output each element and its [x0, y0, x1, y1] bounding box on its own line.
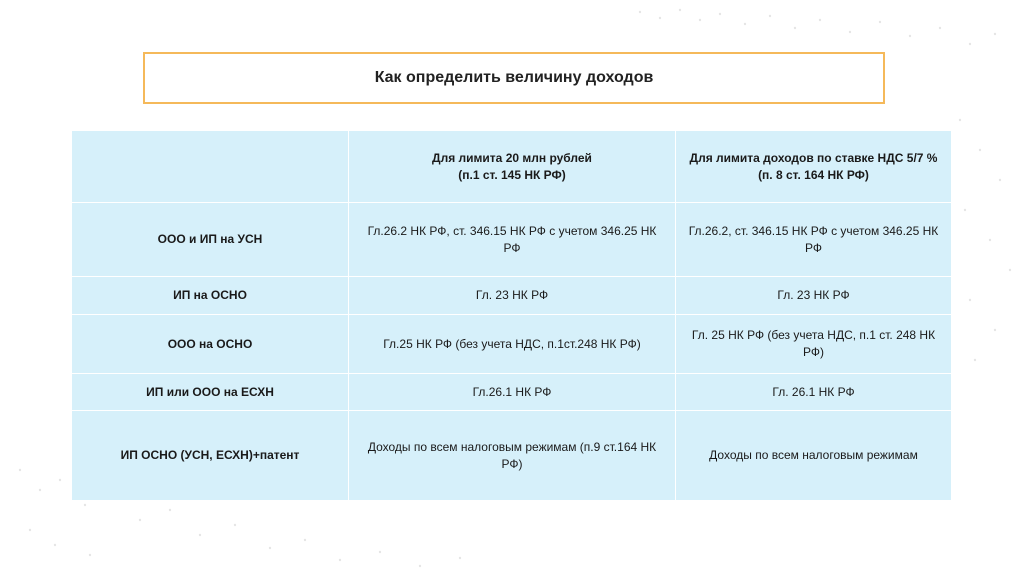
row-label: ООО на ОСНО: [72, 315, 349, 374]
row-cell-limit-vat: Гл. 26.1 НК РФ: [676, 374, 952, 411]
row-cell-limit-vat: Гл. 23 НК РФ: [676, 277, 952, 315]
header-col2-line1: Для лимита доходов по ставке НДС 5/7 %: [689, 150, 938, 165]
table-header-row: [72, 131, 952, 203]
row-cell-limit-vat: Доходы по всем налоговым режимам: [676, 411, 952, 501]
page-title: Как определить величину доходов: [374, 69, 654, 86]
row-label: ИП ОСНО (УСН, ЕСХН)+патент: [72, 411, 349, 501]
row-label: ИП на ОСНО: [72, 277, 349, 315]
header-empty-cell: [72, 131, 349, 203]
income-limits-table: [71, 130, 952, 501]
table-row: [72, 277, 952, 315]
row-cell-limit-vat: Гл. 25 НК РФ (без учета НДС, п.1 ст. 248 НК РФ): [676, 315, 952, 374]
row-cell-limit-20mln: Гл.26.2 НК РФ, ст. 346.15 НК РФ с учетом 346.25 НК РФ: [349, 203, 676, 277]
row-label: ООО и ИП на УСН: [72, 203, 349, 277]
header-col2-line2: (п. 8 ст. 164 НК РФ): [758, 167, 869, 182]
row-cell-limit-20mln: Гл. 23 НК РФ: [349, 277, 676, 315]
header-limit-20mln: [349, 131, 676, 203]
row-cell-limit-vat: Гл.26.2, ст. 346.15 НК РФ с учетом 346.25 НК РФ: [676, 203, 952, 277]
header-col1-line2: (п.1 ст. 145 НК РФ): [458, 167, 566, 182]
table-row: [72, 411, 952, 501]
table-row: [72, 203, 952, 277]
header-col1-line1: Для лимита 20 млн рублей: [432, 150, 592, 165]
row-cell-limit-20mln: Гл.25 НК РФ (без учета НДС, п.1ст.248 НК РФ): [349, 315, 676, 374]
row-cell-limit-20mln: Доходы по всем налоговым режимам (п.9 ст.164 НК РФ): [349, 411, 676, 501]
row-label: ИП или ООО на ЕСХН: [72, 374, 349, 411]
header-limit-vat-5-7: [676, 131, 952, 203]
table-row: [72, 315, 952, 374]
row-cell-limit-20mln: Гл.26.1 НК РФ: [349, 374, 676, 411]
title-box: [143, 52, 885, 104]
table-row: [72, 374, 952, 411]
